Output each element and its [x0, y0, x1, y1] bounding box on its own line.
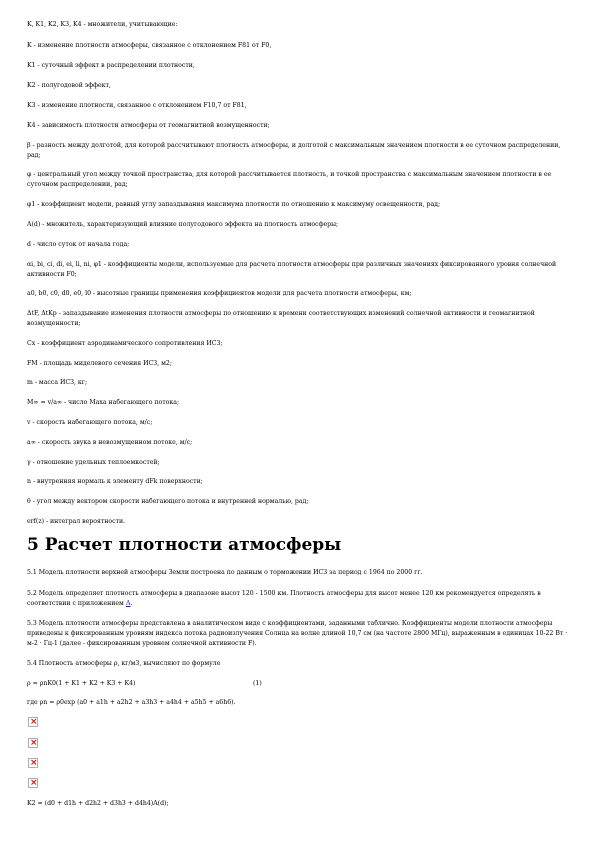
para-5-1: 5.1 Модель плотности верхней атмосферы Земли построена по данным о торможении ИСЗ за период с 1964 по 2000 гг. [27, 569, 423, 576]
broken-image-icon [28, 758, 38, 768]
formula-density [27, 679, 572, 689]
para-5-2: 5.2 Модель определяет плотность атмосферы в диапазоне высот 120 - 1500 км. Плотность атмосферы для высот менее 120 км рекомендуется определять в соответствии с приложением А. [27, 590, 541, 607]
def-fm: FM - площадь миделевого сечения ИСЗ, м2; [27, 360, 172, 367]
def-theta: θ - угол между вектором скорости набегающего потока и внутренней нормалью, рад; [27, 498, 309, 505]
broken-image-icon [28, 738, 38, 748]
def-k2: K2 - полугодовой эффект, [27, 82, 111, 89]
def-velocity: v - скорость набегающего потока, м/с; [27, 419, 153, 426]
para-5-3: 5.3 Модель плотности атмосферы представлена в аналитическом виде с коэффициентами, заданными таблично. Коэффициенты модели плотности атмосферы приведены к фиксированным уровням индекса потока радиоизлучения Солнца на волне длиной 10,7 см (на частоте 2800 МГц), выраженным в единицах 10-22 Вт · м-2 · Гц-1 (далее - фиксированным уровнем солнечной активности F). [27, 620, 568, 647]
def-d: d - число суток от начала года; [27, 241, 130, 248]
def-k-multipliers: K, K1, K2, K3, K4 - множители, учитывающие: [27, 21, 178, 28]
def-delays: ΔtF, ΔtKp - запаздывание изменения плотности атмосферы по отношению к времени соответствующих изменений солнечной активности и геомагнитной возмущенности; [27, 310, 535, 327]
def-coefficients: αi, bi, ci, di, ei, li, ni, φ1 - коэффициенты модели, используемые для расчета плотности атмосферы при различных значениях фиксированного уровня солнечной активности F0; [27, 261, 557, 278]
para-5-4: 5.4 Плотность атмосферы ρ, кг/м3, вычисляют по формуле [27, 660, 221, 667]
def-mass: m - масса ИСЗ, кг; [27, 379, 88, 386]
def-k3: K3 - изменение плотности, связанное с отклонением F10,7 от F81, [27, 102, 247, 109]
def-a-of-d: A(d) - множитель, характеризующий влияние полугодового эффекта на плотность атмосферы; [27, 221, 339, 228]
def-phi1: φ1 - коэффициент модели, равный углу запаздывания максимума плотности по отношению к максимуму освещенности, рад; [27, 201, 441, 208]
broken-image-icon [28, 778, 38, 788]
def-beta: β - разность между долготой, для которой рассчитывают плотность атмосферы, и долготой с максимальным значением плотности в ее суточном распределении, рад; [27, 142, 561, 159]
def-cx: Cx - коэффициент аэродинамического сопротивления ИСЗ; [27, 340, 223, 347]
broken-image-icon [28, 717, 38, 727]
section-heading: 5 Расчет плотности атмосферы [27, 535, 342, 555]
def-phi: φ - центральный угол между точкой пространства, для которой рассчитывается плотность, и точкой пространства с максимальным значением плотности в ее суточном распределении, рад; [27, 171, 552, 188]
formula-density-expr: ρ = ρnK0(1 + K1 + K2 + K3 + K4) [27, 680, 136, 687]
appendix-a-link[interactable]: А [125, 600, 131, 607]
formula-number: (1) [253, 680, 262, 687]
def-height-bounds: a0, b0, c0, d0, e0, l0 - высотные границы применения коэффициентов модели для расчета плотности атмосферы, км; [27, 290, 412, 297]
formula-k2: K2 = (d0 + d1h + d2h2 + d3h3 + d4h4)A(d); [27, 800, 169, 807]
def-k1: K1 - суточный эффект в распределении плотности, [27, 62, 195, 69]
def-gamma: γ - отношение удельных теплоемкостей; [27, 459, 160, 466]
formula-where: где ρn = ρ0exp (a0 + a1h + a2h2 + a3h3 + a4h4 + a5h5 + a6h6). [27, 699, 236, 706]
para-5-2-text: 5.2 Модель определяет плотность атмосферы в диапазоне высот 120 - 1500 км. Плотность атмосферы для высот менее 120 км рекомендуется определять в соответствии с приложением [27, 590, 541, 607]
def-erf: erf(z) - интеграл вероятности. [27, 518, 126, 525]
def-normal: n - внутренняя нормаль к элементу dFk поверхности; [27, 478, 203, 485]
def-mach: M∞ = v/a∞ - число Маха набегающего потока; [27, 399, 180, 406]
def-sound-speed: a∞ - скорость звука в невозмущенном потоке, м/с; [27, 439, 193, 446]
def-k: K - изменение плотности атмосферы, связанное с отклонением F81 от F0, [27, 42, 272, 49]
def-k4: K4 - зависимость плотности атмосферы от геомагнитной возмущенности; [27, 122, 270, 129]
